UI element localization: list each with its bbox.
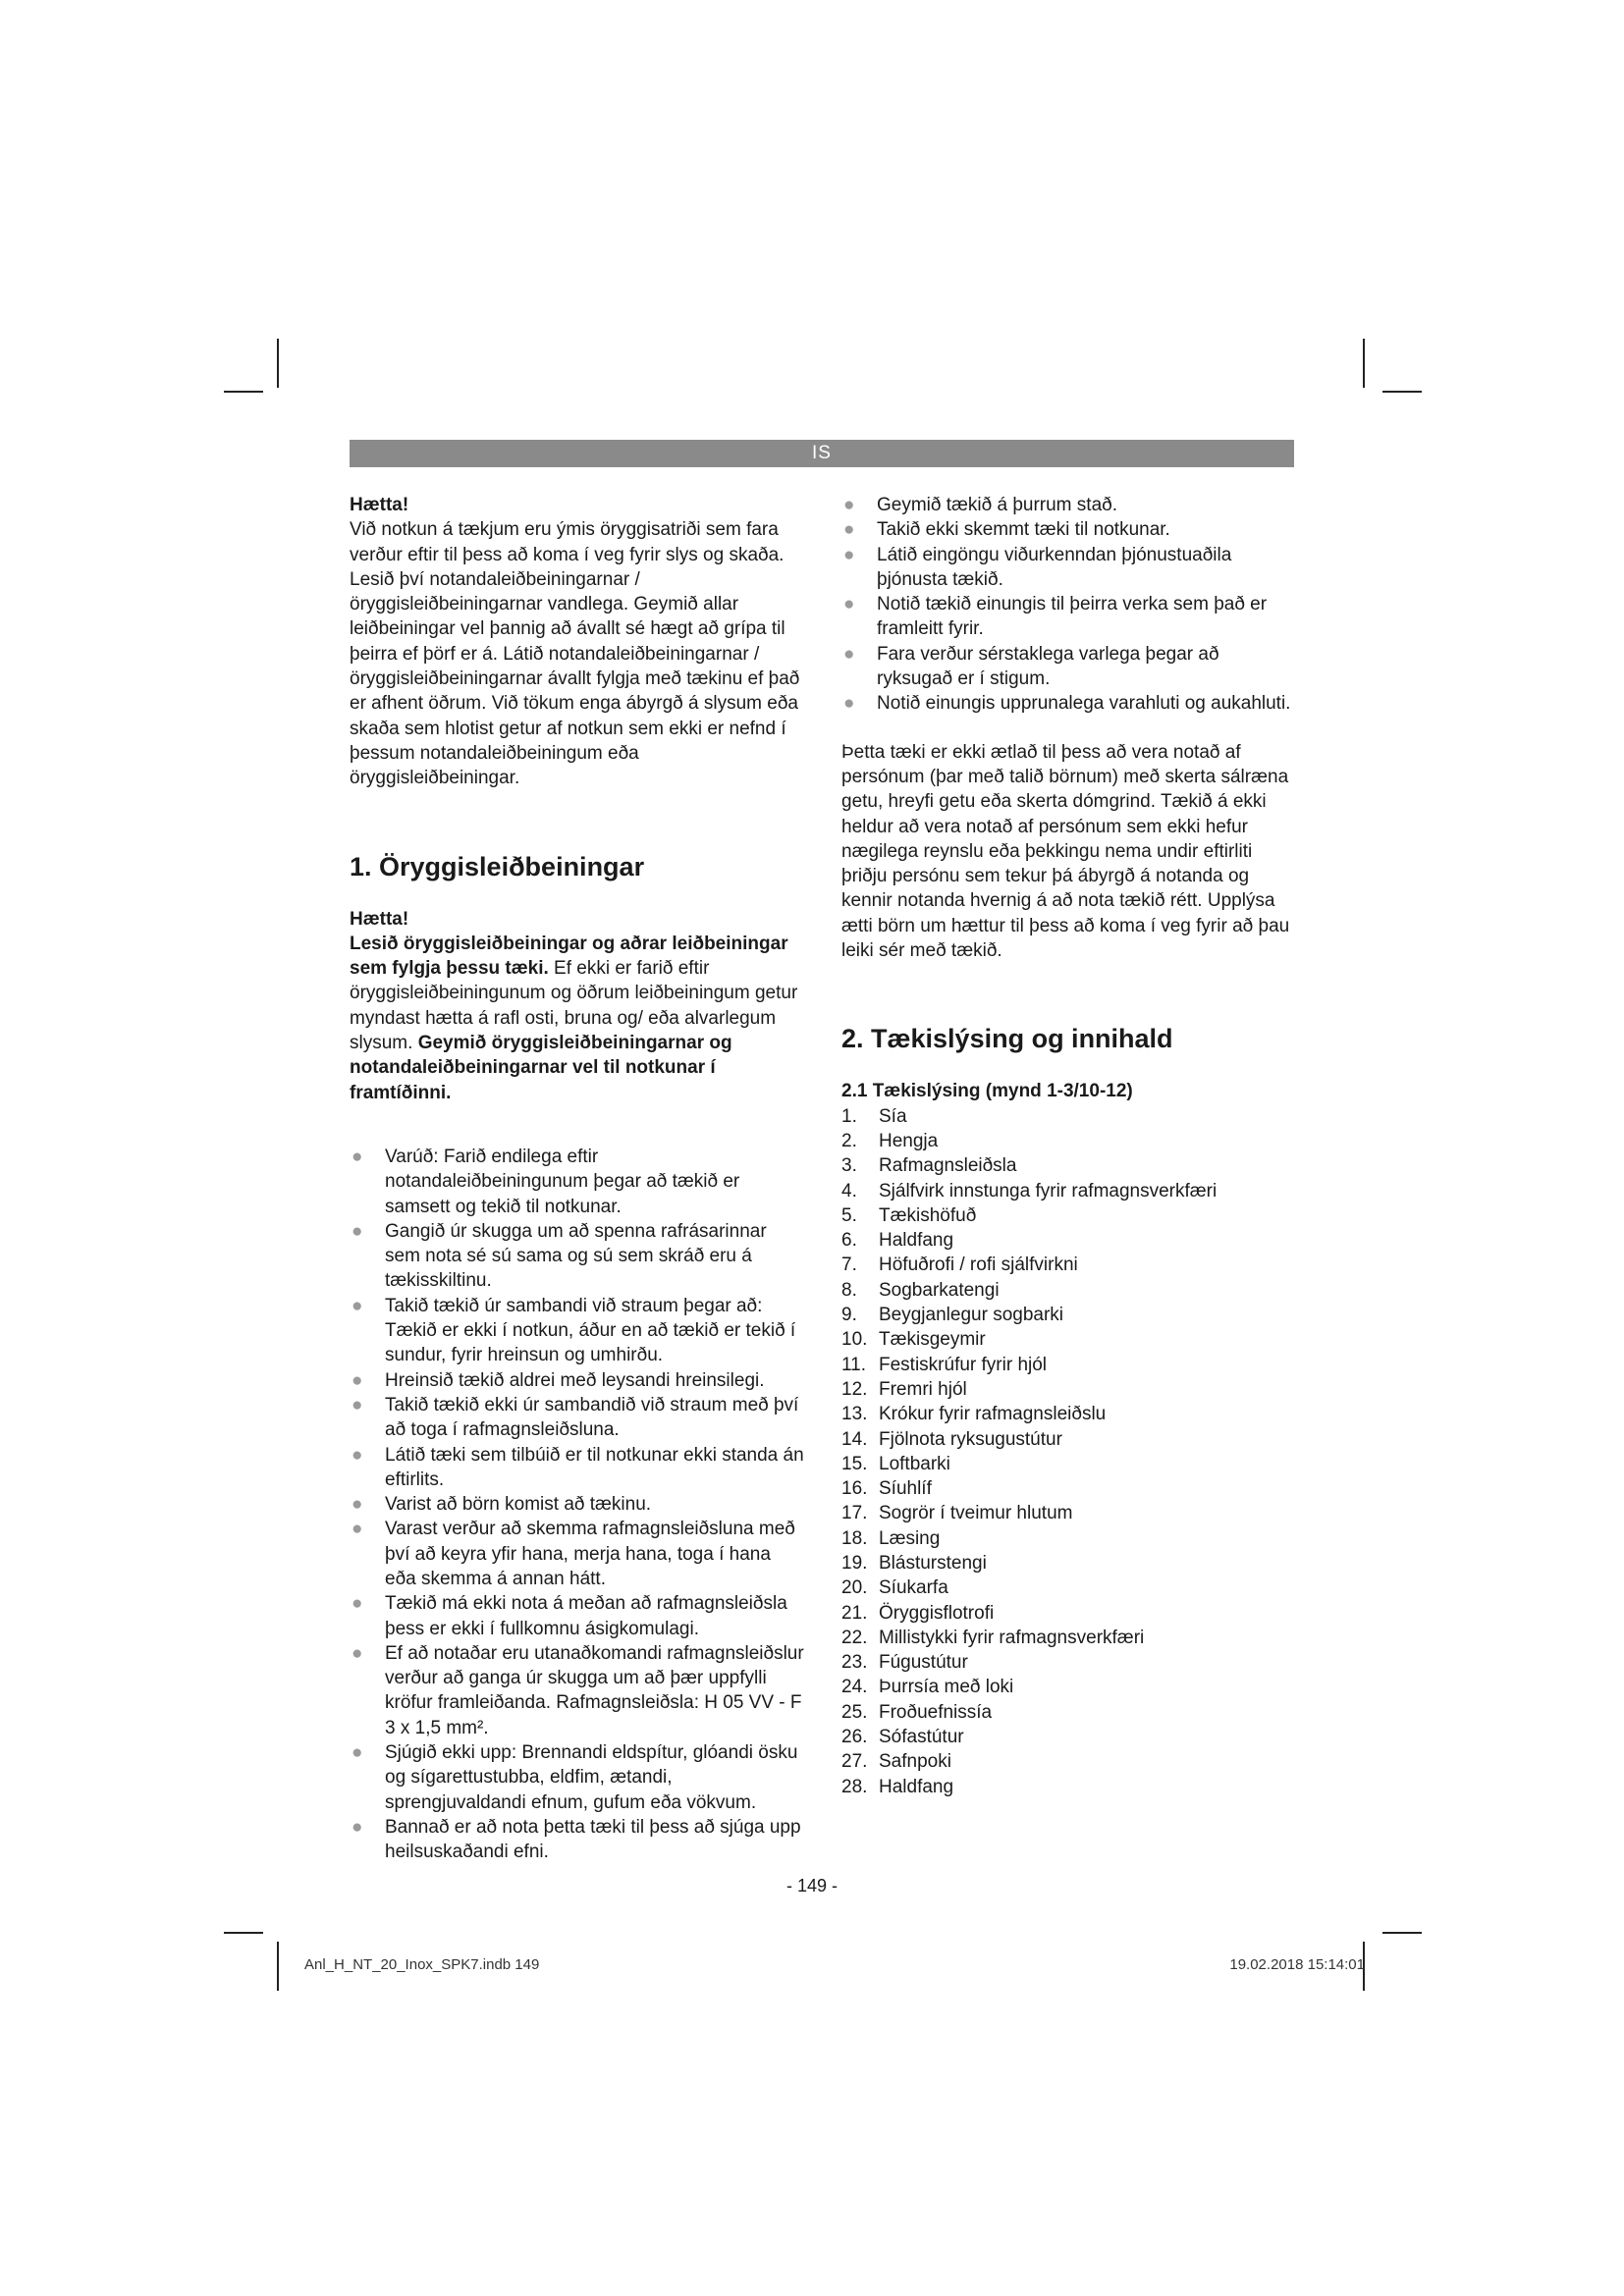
part-label: Froðuefnissía — [879, 1701, 993, 1723]
bullet-text: Varast verður að skemma rafmagnsleiðsluna með því að keyra yfir hana, merja hana, toga í hana eða skemma á annan hátt. — [385, 1519, 795, 1589]
crop-mark — [224, 391, 263, 393]
part-label: Millistykki fyrir rafmagnsverkfæri — [879, 1627, 1145, 1648]
part-item — [841, 1203, 1298, 1228]
part-number: 12. — [841, 1378, 868, 1400]
crop-mark — [1363, 339, 1365, 388]
left-column — [350, 493, 806, 1865]
warning-text: Ef ekki er farið eftir öryggisleiðbeiningunum og öðrum leiðbeiningum getur myndast hætta á rafl osti, bruna og/ eða alvarlegum slysum. — [350, 958, 798, 1054]
bullet-item — [841, 691, 1298, 716]
bullet-icon: ● — [352, 1519, 363, 1540]
language-code: IS — [812, 443, 832, 463]
safety-bullet-list-continued — [841, 493, 1298, 717]
part-label: Öryggisflotrofi — [879, 1602, 995, 1624]
part-number: 3. — [841, 1155, 857, 1177]
bullet-item — [350, 1740, 806, 1815]
part-label: Þurrsía með loki — [879, 1677, 1014, 1698]
part-number: 21. — [841, 1602, 868, 1624]
part-item — [841, 1353, 1298, 1377]
bullet-item — [350, 1492, 806, 1517]
part-label: Sófastútur — [879, 1727, 964, 1748]
bullet-icon: ● — [843, 643, 855, 665]
part-item — [841, 1725, 1298, 1749]
bullet-icon: ● — [843, 544, 855, 565]
part-item — [841, 1575, 1298, 1600]
part-item — [841, 1427, 1298, 1452]
part-item — [841, 1228, 1298, 1253]
crop-mark — [277, 1942, 279, 1991]
warning-bold-1: Lesið öryggisleiðbeiningar og aðrar leiðbeiningar sem fylgja þessu tæki. — [350, 933, 788, 980]
part-label: Festiskrúfur fyrir hjól — [879, 1354, 1048, 1375]
part-label: Haldfang — [879, 1776, 954, 1797]
bullet-icon: ● — [843, 495, 855, 515]
bullet-item — [350, 1443, 806, 1493]
part-item — [841, 1626, 1298, 1650]
part-item — [841, 1153, 1298, 1178]
part-label: Síukarfa — [879, 1577, 948, 1599]
part-label: Fúgustútur — [879, 1652, 968, 1674]
part-item — [841, 1551, 1298, 1575]
bullet-item — [350, 1219, 806, 1294]
bullet-text: Takið tækið ekki úr sambandið við straum með því að toga í rafmagnsleiðsluna. — [385, 1394, 799, 1441]
bullet-item — [350, 1641, 806, 1740]
part-number: 4. — [841, 1180, 857, 1201]
part-item — [841, 1179, 1298, 1203]
part-number: 1. — [841, 1105, 857, 1127]
part-item — [841, 1501, 1298, 1525]
part-number: 25. — [841, 1701, 868, 1723]
part-number: 15. — [841, 1453, 868, 1474]
bullet-text: Látið tæki sem tilbúið er til notkunar ekki standa án eftirlits. — [385, 1444, 804, 1490]
part-label: Læsing — [879, 1527, 941, 1549]
part-number: 28. — [841, 1776, 868, 1797]
part-item — [841, 1650, 1298, 1675]
part-label: Síuhlíf — [879, 1478, 932, 1500]
parts-list — [841, 1104, 1298, 1799]
part-item — [841, 1327, 1298, 1352]
part-item — [841, 1749, 1298, 1774]
bullet-text: Takið ekki skemmt tæki til notkunar. — [877, 519, 1170, 541]
part-label: Fremri hjól — [879, 1378, 967, 1400]
subsection-title: 2.1 Tækislýsing (mynd 1-3/10-12) — [841, 1081, 1133, 1102]
part-number: 11. — [841, 1354, 867, 1375]
bullet-icon: ● — [352, 1146, 363, 1167]
part-label: Sía — [879, 1105, 907, 1127]
part-item — [841, 1526, 1298, 1551]
crop-mark — [1382, 391, 1422, 393]
bullet-item — [350, 1517, 806, 1591]
footer-timestamp: 19.02.2018 15:14:01 — [1229, 1956, 1365, 1973]
part-label: Blásturstengi — [879, 1552, 987, 1574]
bullet-item — [350, 1145, 806, 1219]
language-header-bar — [350, 440, 1294, 467]
part-item — [841, 1377, 1298, 1402]
part-number: 7. — [841, 1255, 857, 1276]
part-label: Tækishöfuð — [879, 1204, 977, 1226]
warning-heading: Hætta! — [350, 908, 409, 930]
bullet-text: Gangið úr skugga um að spenna rafrásarinnar sem nota sé sú sama og sú sem skráð eru á tækisskiltinu. — [385, 1220, 767, 1292]
intro-heading: Hætta! — [350, 495, 409, 515]
part-item — [841, 1278, 1298, 1303]
warning-paragraph — [350, 932, 806, 1105]
bullet-icon: ● — [352, 1742, 363, 1764]
bullet-text: Takið tækið úr sambandi við straum þegar að: Tækið er ekki í notkun, áður en að tækið er tekið í sundur, fyrir hreinsun og umhirðu. — [385, 1295, 796, 1366]
part-label: Haldfang — [879, 1230, 954, 1252]
part-item — [841, 1104, 1298, 1129]
part-item — [841, 1452, 1298, 1476]
part-label: Sogbarkatengi — [879, 1279, 1000, 1301]
bullet-icon: ● — [352, 1394, 363, 1415]
bullet-icon: ● — [843, 693, 855, 715]
bullet-item — [350, 1393, 806, 1443]
bullet-item — [841, 592, 1298, 642]
bullet-icon: ● — [352, 1295, 363, 1316]
crop-mark — [1382, 1932, 1422, 1934]
bullet-item — [350, 1815, 806, 1865]
bullet-icon: ● — [352, 1494, 363, 1516]
part-number: 19. — [841, 1552, 868, 1574]
part-number: 23. — [841, 1652, 868, 1674]
part-number: 17. — [841, 1503, 868, 1524]
part-number: 2. — [841, 1130, 857, 1151]
part-number: 20. — [841, 1577, 868, 1599]
bullet-item — [350, 1591, 806, 1641]
part-label: Krókur fyrir rafmagnsleiðslu — [879, 1404, 1107, 1425]
part-number: 8. — [841, 1279, 857, 1301]
bullet-icon: ● — [843, 594, 855, 615]
right-column — [841, 493, 1298, 1799]
part-label: Hengja — [879, 1130, 939, 1151]
part-item — [841, 1700, 1298, 1725]
part-item — [841, 1129, 1298, 1153]
part-item — [841, 1253, 1298, 1277]
bullet-icon: ● — [352, 1369, 363, 1391]
bullet-text: Hreinsið tækið aldrei með leysandi hreinsilegi. — [385, 1369, 765, 1391]
bullet-item — [350, 1294, 806, 1368]
section-1-title: 1. Öryggisleiðbeiningar — [350, 851, 645, 881]
bullet-text: Látið eingöngu viðurkenndan þjónustuaðila þjónusta tækið. — [877, 544, 1232, 590]
bullet-icon: ● — [352, 1593, 363, 1615]
bullet-icon: ● — [352, 1444, 363, 1466]
intro-text: Við notkun á tækjum eru ýmis öryggisatriði sem fara verður eftir til þess að koma í veg fyrir slys og skaða. Lesið því notandaleiðbeiningarnar / öryggisleiðbeiningarnar vandlega. Geymið allar leiðbeiningar vel þannig að ávallt sé hægt að grípa til þeirra ef þörf er á. Látið notandaleiðbeiningarnar / öryggisleiðbeiningarnar ávallt fylgja með tækinu ef það er afhent öðrum. Við tökum enga ábyrgð á slysum eða skaða sem hlotist getur af notkun sem ekki er nefnd í þessum notandaleiðbeiningum eða öryggisleiðbeiningar. — [350, 519, 800, 789]
part-item — [841, 1303, 1298, 1327]
bullet-text: Notið einungis upprunalega varahluti og aukahluti. — [877, 693, 1291, 715]
crop-mark — [224, 1932, 263, 1934]
part-number: 5. — [841, 1204, 857, 1226]
part-label: Tækisgeymir — [879, 1329, 986, 1351]
bullet-icon: ● — [843, 519, 855, 541]
part-label: Sjálfvirk innstunga fyrir rafmagnsverkfæri — [879, 1180, 1218, 1201]
bullet-item — [841, 517, 1298, 542]
part-number: 14. — [841, 1428, 868, 1450]
part-number: 18. — [841, 1527, 868, 1549]
footer-filename: Anl_H_NT_20_Inox_SPK7.indb 149 — [304, 1956, 540, 1973]
bullet-item — [841, 493, 1298, 517]
part-number: 13. — [841, 1404, 868, 1425]
part-label: Fjölnota ryksugustútur — [879, 1428, 1062, 1450]
bullet-item — [841, 642, 1298, 692]
section-2-title: 2. Tækislýsing og innihald — [841, 1024, 1173, 1054]
bullet-icon: ● — [352, 1642, 363, 1664]
bullet-text: Bannað er að nota þetta tæki til þess að sjúga upp heilsuskaðandi efni. — [385, 1816, 801, 1863]
part-label: Höfuðrofi / rofi sjálfvirkni — [879, 1255, 1078, 1276]
warning-bold-2: Geymið öryggisleiðbeiningarnar og notandaleiðbeiningarnar vel til notkunar í framtíðinni. — [350, 1033, 732, 1103]
bullet-item — [841, 543, 1298, 593]
bullet-text: Sjúgið ekki upp: Brennandi eldspítur, glóandi ösku og sígarettustubba, eldfim, ætandi, sprengjuvaldandi efnum, gufum eða vökvum. — [385, 1742, 798, 1813]
part-number: 9. — [841, 1305, 857, 1326]
bullet-text: Notið tækið einungis til þeirra verka sem það er framleitt fyrir. — [877, 594, 1268, 640]
bullet-text: Fara verður sérstaklega varlega þegar að ryksugað er í stigum. — [877, 643, 1219, 690]
part-label: Beygjanlegur sogbarki — [879, 1305, 1064, 1326]
bullet-item — [350, 1368, 806, 1393]
part-number: 22. — [841, 1627, 868, 1648]
part-item — [841, 1601, 1298, 1626]
bullet-text: Varist að börn komist að tækinu. — [385, 1494, 652, 1516]
part-number: 6. — [841, 1230, 857, 1252]
part-number: 16. — [841, 1478, 868, 1500]
part-number: 26. — [841, 1727, 868, 1748]
part-label: Safnpoki — [879, 1751, 951, 1773]
bullet-icon: ● — [352, 1220, 363, 1242]
bullet-text: Tækið má ekki nota á meðan að rafmagnsleiðsla þess er ekki í fullkomnu ásigkomulagi. — [385, 1593, 787, 1639]
bullet-text: Varúð: Farið endilega eftir notandaleiðbeiningunum þegar að tækið er samsett og tekið til notkunar. — [385, 1146, 740, 1217]
safety-bullet-list — [350, 1145, 806, 1865]
part-label: Rafmagnsleiðsla — [879, 1155, 1017, 1177]
part-item — [841, 1775, 1298, 1799]
part-number: 10. — [841, 1329, 868, 1351]
bullet-text: Ef að notaðar eru utanaðkomandi rafmagnsleiðslur verður að ganga úr skugga um að þær uppfylli kröfur framleiðanda. Rafmagnsleiðsla: H 05 VV - F 3 x 1,5 mm². — [385, 1642, 804, 1738]
part-number: 24. — [841, 1677, 868, 1698]
crop-mark — [277, 339, 279, 388]
part-label: Sogrör í tveimur hlutum — [879, 1503, 1073, 1524]
part-item — [841, 1476, 1298, 1501]
part-item — [841, 1402, 1298, 1426]
part-label: Loftbarki — [879, 1453, 950, 1474]
part-item — [841, 1675, 1298, 1699]
bullet-icon: ● — [352, 1816, 363, 1838]
bullet-text: Geymið tækið á þurrum stað. — [877, 495, 1117, 515]
notice-text: Þetta tæki er ekki ætlað til þess að vera notað af persónum (þar með talið börnum) með skerta sálræna getu, hreyfi getu eða skerta dómgrind. Tækið á ekki heldur að vera notað af persónum sem ekki hefur nægilega reynslu eða þekkingu nema undir eftirliti þriðju persónu sem tekur þá ábyrgð á notanda og kennir notanda hvernig á að nota tækið rétt. Upplýsa ætti börn um hættur til þess að koma í veg fyrir að þau leiki sér með tækið. — [841, 741, 1290, 962]
page-number: - 149 - — [785, 1876, 839, 1896]
part-number: 27. — [841, 1751, 868, 1773]
